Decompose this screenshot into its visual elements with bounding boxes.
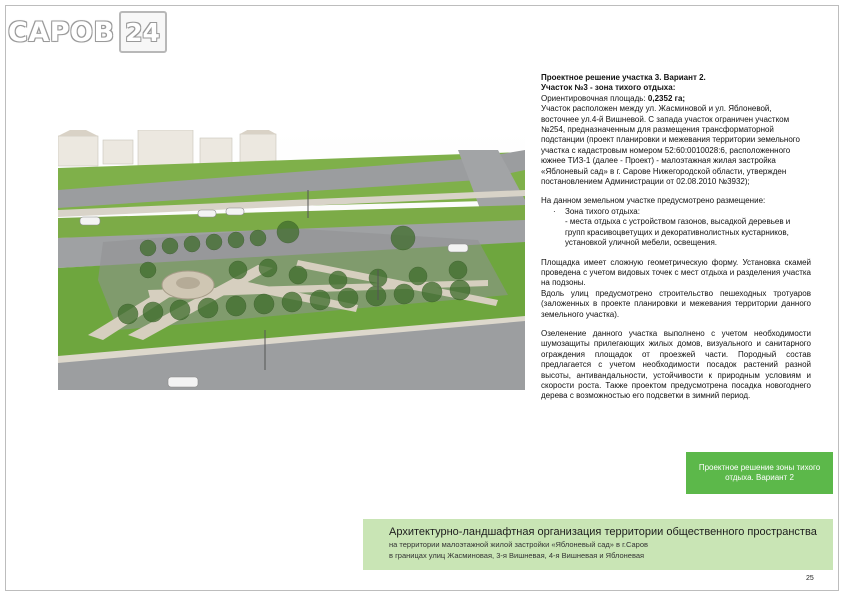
logo-number: 24 (125, 17, 160, 47)
rendering-illustration (58, 130, 525, 390)
banner-subtitle-line-2: в границах улиц Жасминовая, 3-я Вишневая, 4-я Вишневая и Яблоневая (389, 551, 645, 560)
logo-number-box (119, 11, 167, 53)
logo (8, 11, 167, 53)
page-number: 25 (806, 575, 814, 582)
placement-detail: - места отдыха с устройством газонов, высадкой деревьев и групп красивоцветущих и декоративнолистных кустарников, установкой уличной мебели, освещения. (565, 217, 791, 248)
sidewalk-paragraph: Вдоль улиц предусмотрено строительство пешеходных тротуаров (заложенных в проекте планировки и межевания территории данного земельного участка). (541, 288, 811, 319)
location-paragraph: Участок расположен между ул. Жасминовой и ул. Яблоневой, восточнее ул.4-й Вишневой. С запада участок ограничен участком №254, предназначенным для размещения трансформаторной подстанции (проект планировки и межевания территории земельного участка с кадастровым номером 52:60:0010028:6, расположенного южнее ТИЗ-1 (далее - Проект) - малоэтажная жилая застройка «Яблоневый сад» в г. Сарове Нижегородской области, утвержден постановлением Администрации от 02.08.2010 №3932); (541, 104, 800, 187)
placement-intro: На данном земельном участке предусмотрено размещение: (541, 196, 766, 206)
greening-paragraph: Озеленение данного участка выполнено с учетом необходимости шумозащиты прилегающих жилых домов, визуального и санитарного ограждения площадок от проезжей части. Породный состав предлагается с учетом необходимости посадок растений разной высоты, антивандальности, устойчивости к природным условиям и скорости роста. Также проектом предусмотрена посадка новогоднего дерева с возможностью его подсветки в зимний период. (541, 328, 811, 401)
area-line (541, 94, 811, 104)
shape-paragraph: Площадка имеет сложную геометрическую форму. Установка скамей проведена с учетом видовых точек с мест отдыха и разделения участка на подзоны. (541, 257, 811, 288)
title-banner (363, 519, 833, 570)
image-caption (686, 452, 833, 494)
banner-title: Архитектурно-ландшафтная организация территории общественного пространства (389, 526, 817, 538)
banner-subtitle-line-1: на территории малоэтажной жилой застройки «Яблоневый сад» в г.Саров (389, 540, 649, 549)
landscape-rendering (58, 130, 525, 390)
description-subheading: Участок №3 - зона тихого отдыха: (541, 83, 676, 93)
placement-item: · Зона тихого отдыха: (553, 207, 811, 217)
placement-list (541, 207, 811, 217)
area-value: 0,2352 га; (647, 93, 686, 103)
description-heading: Проектное решение участка 3. Вариант 2. (541, 73, 706, 82)
logo-text: САРОВ (8, 16, 115, 48)
project-description (541, 73, 811, 402)
caption-text: Проектное решение зоны тихого отдыха. Вариант 2 (698, 463, 821, 482)
area-label: Ориентировочная площадь: (541, 93, 648, 103)
